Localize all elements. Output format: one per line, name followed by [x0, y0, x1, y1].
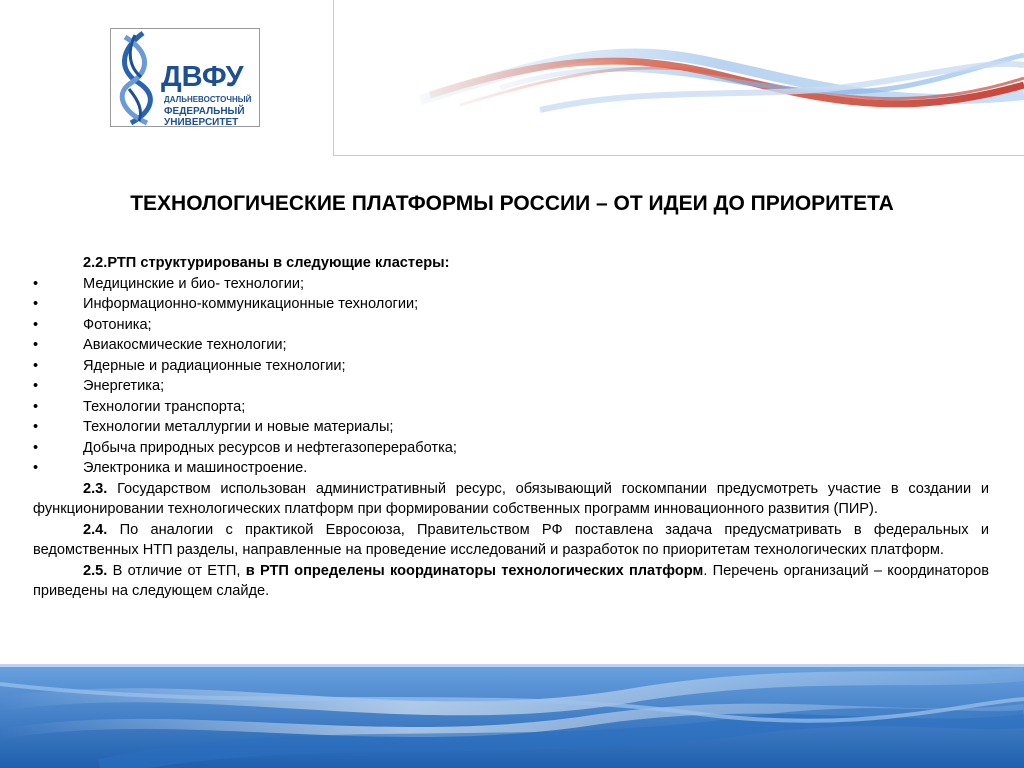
list-item	[33, 335, 989, 356]
bullet-icon: •	[33, 316, 39, 333]
list-item	[33, 315, 989, 336]
slide-title: ТЕХНОЛОГИЧЕСКИЕ ПЛАТФОРМЫ РОССИИ – ОТ ИДЕИ ДО ПРИОРИТЕТА	[130, 192, 894, 215]
section-2-4-text: По аналогии с практикой Евросоюза, Правительством РФ поставлена задача предусматривать в федеральных и ведомственных НТП разделы, направленные на проведение исследований и разработок по приоритетам технологических платформ.	[33, 521, 989, 558]
list-item-text: Ядерные и радиационные технологии;	[83, 357, 346, 374]
list-item	[33, 397, 989, 418]
logo-line-3: УНИВЕРСИТЕТ	[164, 117, 239, 128]
bullet-icon: •	[33, 357, 39, 374]
bullet-icon: •	[33, 378, 39, 394]
section-2-4-paragraph	[33, 520, 989, 561]
list-item-text: Информационно-коммуникационные технологии;	[83, 296, 419, 312]
logo-line-1: ДАЛЬНЕВОСТОЧНЫЙ	[164, 95, 252, 104]
header-divider-horizontal	[333, 155, 1024, 156]
bullet-icon: •	[33, 419, 39, 435]
footer-waves	[0, 664, 1024, 768]
university-logo	[110, 28, 260, 127]
list-item	[33, 356, 989, 377]
list-item-text: Электроника и машиностроение.	[83, 460, 308, 476]
list-item-text: Фотоника;	[83, 316, 152, 333]
list-item-text: Технологии транспорта;	[83, 398, 246, 415]
list-item-text: Технологии металлургии и новые материалы;	[83, 419, 394, 435]
bullet-icon: •	[33, 296, 39, 312]
dna-helix-emblem-icon	[113, 31, 159, 125]
slide-content	[33, 253, 989, 602]
section-2-3-text: Государством использован административный ресурс, обязывающий госкомпании предусмотреть участие в создании и функционировании технологических платформ при формировании собственных программ инновационного развития (ПИР).	[33, 480, 989, 517]
logo-abbreviation: ДВФУ	[161, 61, 244, 93]
footer-band	[0, 664, 1024, 768]
list-item	[33, 458, 989, 479]
bullet-icon: •	[33, 337, 39, 353]
list-item	[33, 294, 989, 315]
list-item-text: Медицинские и био- технологии;	[83, 275, 305, 292]
section-2-4-number: 2.4.	[83, 521, 108, 538]
list-item-text: Энергетика;	[83, 378, 165, 394]
section-2-2-heading: 2.2.РТП структурированы в следующие кластеры:	[83, 255, 450, 271]
list-item	[33, 376, 989, 397]
bullet-icon: •	[33, 398, 39, 415]
section-2-5-paragraph	[33, 561, 989, 602]
section-2-5-text-before: В отличие от ЕТП,	[107, 562, 246, 579]
bullet-icon: •	[33, 275, 39, 292]
list-item	[33, 417, 989, 438]
section-2-3-number: 2.3.	[83, 480, 108, 497]
header-band	[0, 0, 1024, 160]
section-2-3-paragraph	[33, 479, 989, 520]
list-item-text: Авиакосмические технологии;	[83, 337, 287, 353]
section-2-5-number: 2.5.	[83, 562, 108, 579]
bullet-icon: •	[33, 460, 39, 476]
logo-line-2: ФЕДЕРАЛЬНЫЙ	[164, 106, 245, 117]
list-item	[33, 274, 989, 295]
bullet-icon: •	[33, 439, 39, 456]
section-2-5-bold-text: в РТП определены координаторы технологических платформ	[245, 562, 704, 579]
list-item	[33, 438, 989, 459]
header-divider-vertical	[333, 0, 334, 156]
list-item-text: Добыча природных ресурсов и нефтегазопереработка;	[83, 439, 457, 456]
section-2-5-text-after: . Перечень организаций – координаторов приведены на следующем слайде.	[33, 562, 989, 599]
